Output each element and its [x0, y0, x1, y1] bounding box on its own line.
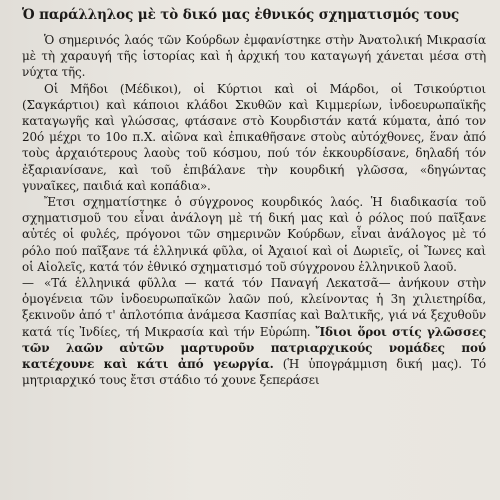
quote-text-1: «Τά ἑλληνικά φῦλλα — κατά τόν Παναγή Λεκατσᾶ— ἀνήκουν στὴν ὁμογένεια τῶν ἰνδοευρωπαϊκῶν λαῶν πού, κλείνοντας ἡ 3η χιλιετηρίδα, ξεκινοῦν ἀπό τ' ἀπλοτόπια ἀνάμεσα Κασπίας καὶ Βαλτικῆς, γιά νά ξεχυθοῦν κατά τίς Ἰνδίες, τή Μικρασία καὶ τήν Εὐρώπη. [22, 276, 486, 339]
paragraph-2: Οἱ Μῆδοι (Μέδικοι), οἱ Κύρτιοι καὶ οἱ Μάρδοι, οἱ Τσικούρτιοι (Σαγκάρτιοι) καὶ κάποιοι κλάδοι Σκυθῶν καὶ Κιμμερίων, ἰνδοευρωπαϊκῆς καταγωγῆς καὶ γλώσσας, φτάσανε στὸ Κουρδιστάν κατά κύματα, ἀπό τον 20ό μέχρι το 10ο π.Χ. αἰῶνα καὶ ἐπικαθῆσανε στοὺς αὐτόχθονες, ἕναν ἀπό τοὺς ἀρχαιότερους λαοὺς τοῦ κόσμου, πού τόν ἐκκουρδίσανε, δηλαδή τόν ἐξαριανίσανε, καὶ τοῦ ἐπιβάλανε τὴν κουρδική γλῶσσα, «δηγώντας γυναῖκες, παιδιά καὶ κοπάδια». [22, 81, 486, 193]
section-heading: Ὁ παράλληλος μὲ τὸ δικό μας ἐθνικός σχηματισμός τους [22, 7, 460, 23]
quote-paragraph [22, 275, 486, 388]
quote-text-2: (Ἡ ὑπογράμμιση δική μας). Τό μητριαρχικό τους ἔτσι στάδιο τό χουνε ξεπεράσει [22, 357, 486, 388]
paragraph-3: Ἔτσι σχηματίστηκε ὁ σύγχρονος κουρδικός λαός. Ἡ διαδικασία τοῦ σχηματισμοῦ του εἶναι ἀνάλογη μὲ τή δική μας καὶ ὁ ρόλος πού παῖξανε αὐτές οἱ φυλές, πρόγονοι τῶν σημερινῶν Κούρδων, εἶναι ἀνάλογος μὲ τό ρόλο πού παῖξανε τά ἑλληνικά φῦλα, οἱ Ἀχαιοί καὶ οἱ Δωριεῖς, οἱ Ἴωνες καὶ οἱ Αἰολεῖς, κατά τόν ἐθνικό σχηματισμό τοῦ σύγχρονου ἑλληνικοῦ λαοῦ. [22, 195, 486, 274]
quote-dash: — [22, 276, 34, 291]
paragraph-1: Ὁ σημερινός λαός τῶν Κούρδων ἐμφανίστηκε στὴν Ἀνατολική Μικρασία μὲ τὴ χαραυγή τῆς ἱστορίας καὶ ἡ ἀρχική του καταγωγή χάνεται μέσα στὴ νύχτα τῆς. [22, 33, 486, 80]
quote-bold-text: Ἴδιοι ὅροι στίς γλῶσσες τῶν λαῶν αὐτῶν μαρτυροῦν πατριαρχικούς νομάδες πού κατέχουνε καὶ κάτι ἀπό γεωργία. [22, 324, 486, 372]
